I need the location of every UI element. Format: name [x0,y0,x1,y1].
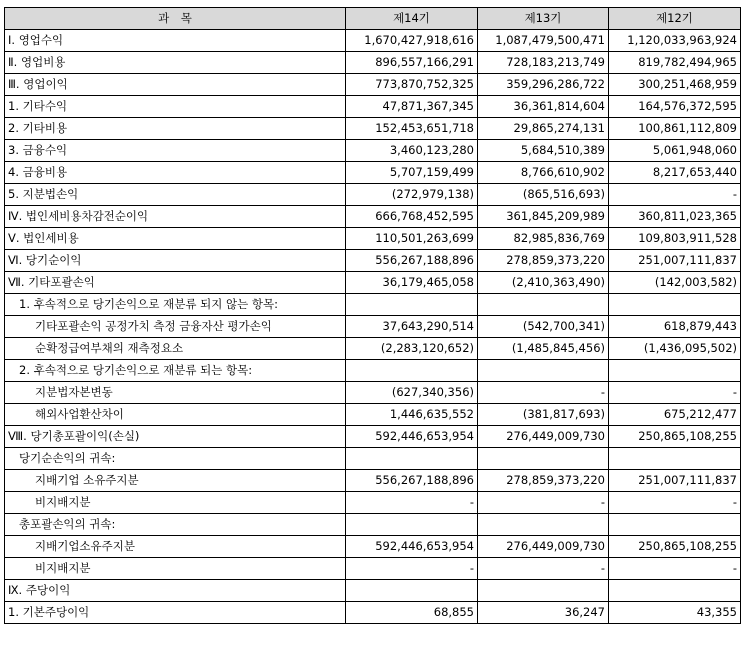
value-period-13: (865,516,693) [478,184,609,206]
row-label: Ⅸ. 주당이익 [5,580,346,602]
value-period-13: 361,845,209,989 [478,206,609,228]
value-period-12 [609,360,741,382]
value-period-13: (381,817,693) [478,404,609,426]
header-period-12: 제12기 [609,8,741,30]
value-period-12 [609,514,741,536]
table-row [5,206,741,228]
row-label: 기타포괄손익 공정가치 측정 금융자산 평가손익 [5,316,346,338]
value-period-14: 47,871,367,345 [346,96,478,118]
value-period-12: (1,436,095,502) [609,338,741,360]
table-row [5,30,741,52]
value-period-13 [478,514,609,536]
value-period-12: 251,007,111,837 [609,250,741,272]
value-period-12: 251,007,111,837 [609,470,741,492]
value-period-13 [478,448,609,470]
row-label: Ⅰ. 영업수익 [5,30,346,52]
table-row [5,602,741,624]
value-period-13: (1,485,845,456) [478,338,609,360]
table-row [5,558,741,580]
row-label: Ⅱ. 영업비용 [5,52,346,74]
table-row [5,52,741,74]
value-period-14: 37,643,290,514 [346,316,478,338]
row-label: Ⅷ. 당기총포괄이익(손실) [5,426,346,448]
row-label: Ⅶ. 기타포괄손익 [5,272,346,294]
value-period-14: 110,501,263,699 [346,228,478,250]
value-period-12: - [609,492,741,514]
table-row [5,294,741,316]
table-row [5,162,741,184]
row-label: Ⅲ. 영업이익 [5,74,346,96]
row-label: 1. 후속적으로 당기손익으로 재분류 되지 않는 항목: [5,294,346,316]
value-period-14: 592,446,653,954 [346,536,478,558]
value-period-13: (542,700,341) [478,316,609,338]
value-period-12: 43,355 [609,602,741,624]
table-body [5,30,741,624]
row-label: 지분법자본변동 [5,382,346,404]
value-period-14: 556,267,188,896 [346,250,478,272]
value-period-14: 592,446,653,954 [346,426,478,448]
table-row [5,448,741,470]
value-period-12: 819,782,494,965 [609,52,741,74]
value-period-14: 1,670,427,918,616 [346,30,478,52]
header-row [5,8,741,30]
value-period-12 [609,580,741,602]
value-period-12: - [609,184,741,206]
value-period-14: 896,557,166,291 [346,52,478,74]
row-label: 1. 기타수익 [5,96,346,118]
value-period-13: 1,087,479,500,471 [478,30,609,52]
table-row [5,338,741,360]
table-row [5,492,741,514]
value-period-12: 164,576,372,595 [609,96,741,118]
value-period-12: 360,811,023,365 [609,206,741,228]
header-period-13: 제13기 [478,8,609,30]
value-period-12: 250,865,108,255 [609,536,741,558]
value-period-12: 109,803,911,528 [609,228,741,250]
table-row [5,250,741,272]
value-period-14: 36,179,465,058 [346,272,478,294]
value-period-13 [478,580,609,602]
row-label: 3. 금융수익 [5,140,346,162]
row-label: 총포괄손익의 귀속: [5,514,346,536]
table-row [5,184,741,206]
value-period-13 [478,294,609,316]
table-row [5,316,741,338]
value-period-13: 82,985,836,769 [478,228,609,250]
value-period-14: (272,979,138) [346,184,478,206]
value-period-14: 666,768,452,595 [346,206,478,228]
row-label: 지배기업 소유주지분 [5,470,346,492]
value-period-12: 5,061,948,060 [609,140,741,162]
table-row [5,580,741,602]
value-period-14: - [346,492,478,514]
value-period-14: 556,267,188,896 [346,470,478,492]
row-label: 순확정급여부채의 재측정요소 [5,338,346,360]
value-period-13: 5,684,510,389 [478,140,609,162]
value-period-12: 675,212,477 [609,404,741,426]
value-period-12: 100,861,112,809 [609,118,741,140]
income-statement-table [4,7,741,624]
value-period-13: 728,183,213,749 [478,52,609,74]
row-label: 비지배지분 [5,558,346,580]
value-period-12: 300,251,468,959 [609,74,741,96]
table-row [5,140,741,162]
row-label: Ⅵ. 당기순이익 [5,250,346,272]
value-period-14 [346,448,478,470]
value-period-13: - [478,492,609,514]
value-period-12 [609,448,741,470]
row-label: 당기순손익의 귀속: [5,448,346,470]
row-label: 해외사업환산차이 [5,404,346,426]
row-label: 4. 금융비용 [5,162,346,184]
value-period-13: 276,449,009,730 [478,536,609,558]
value-period-13: - [478,558,609,580]
table-row [5,96,741,118]
value-period-13: 359,296,286,722 [478,74,609,96]
value-period-14: - [346,558,478,580]
value-period-12: 618,879,443 [609,316,741,338]
table-row [5,360,741,382]
value-period-14: 1,446,635,552 [346,404,478,426]
table-row [5,426,741,448]
value-period-12: - [609,558,741,580]
value-period-12: 8,217,653,440 [609,162,741,184]
table-row [5,470,741,492]
table-row [5,272,741,294]
value-period-12: - [609,382,741,404]
table-row [5,404,741,426]
value-period-14: 773,870,752,325 [346,74,478,96]
row-label: Ⅴ. 법인세비용 [5,228,346,250]
value-period-12: 1,120,033,963,924 [609,30,741,52]
value-period-13: 278,859,373,220 [478,470,609,492]
header-period-14: 제14기 [346,8,478,30]
value-period-12: (142,003,582) [609,272,741,294]
value-period-14: 3,460,123,280 [346,140,478,162]
value-period-14: (2,283,120,652) [346,338,478,360]
row-label: 2. 기타비용 [5,118,346,140]
value-period-12: 250,865,108,255 [609,426,741,448]
value-period-13: (2,410,363,490) [478,272,609,294]
row-label: 비지배지분 [5,492,346,514]
row-label: 1. 기본주당이익 [5,602,346,624]
value-period-14: 68,855 [346,602,478,624]
row-label: 2. 후속적으로 당기손익으로 재분류 되는 항목: [5,360,346,382]
table-row [5,118,741,140]
header-account: 과 목 [5,8,346,30]
table-row [5,536,741,558]
value-period-13: 29,865,274,131 [478,118,609,140]
value-period-12 [609,294,741,316]
value-period-13: 278,859,373,220 [478,250,609,272]
value-period-14: (627,340,356) [346,382,478,404]
value-period-14 [346,580,478,602]
value-period-14 [346,514,478,536]
value-period-14: 5,707,159,499 [346,162,478,184]
table-row [5,228,741,250]
value-period-13: 8,766,610,902 [478,162,609,184]
value-period-13 [478,360,609,382]
table-row [5,74,741,96]
row-label: 5. 지분법손익 [5,184,346,206]
value-period-14 [346,294,478,316]
row-label: 지배기업소유주지분 [5,536,346,558]
table-row [5,382,741,404]
row-label: Ⅳ. 법인세비용차감전순이익 [5,206,346,228]
value-period-13: 276,449,009,730 [478,426,609,448]
value-period-14 [346,360,478,382]
value-period-13: 36,247 [478,602,609,624]
value-period-13: - [478,382,609,404]
table-row [5,514,741,536]
value-period-13: 36,361,814,604 [478,96,609,118]
value-period-14: 152,453,651,718 [346,118,478,140]
